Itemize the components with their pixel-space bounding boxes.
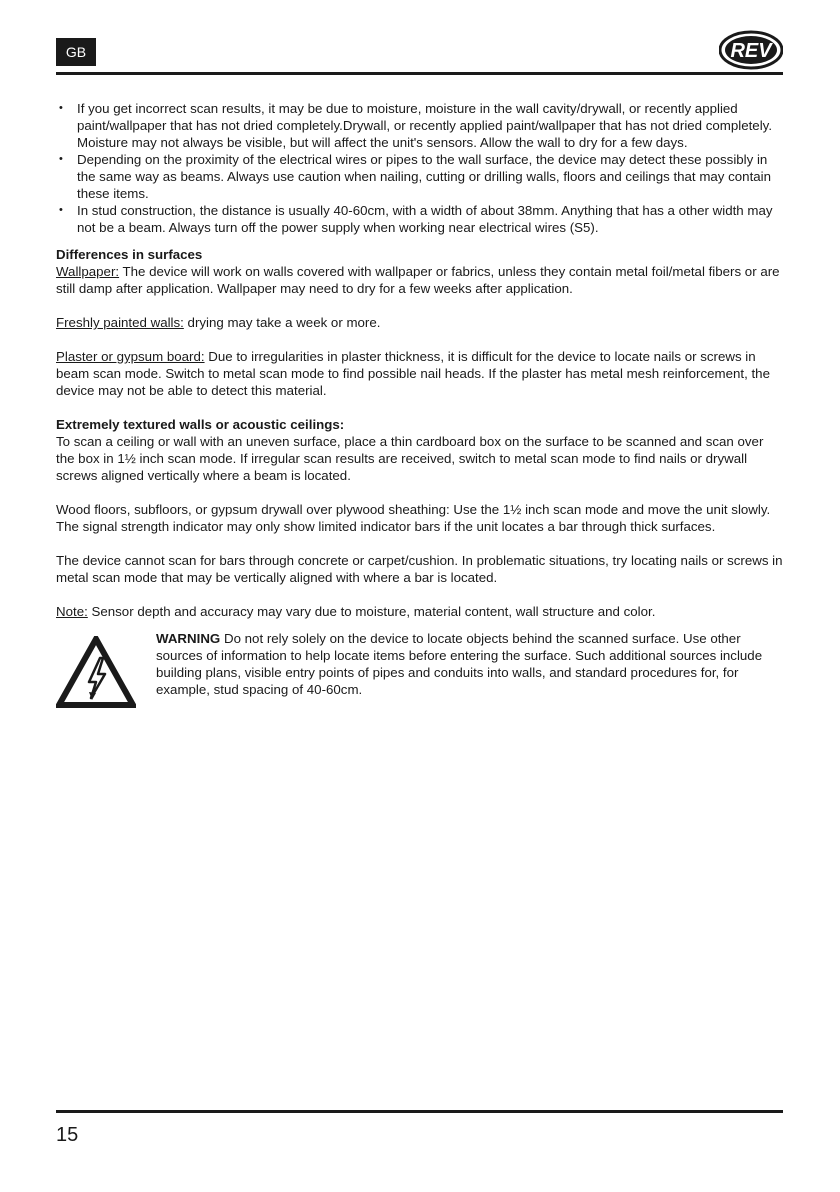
section-heading-textured: Extremely textured walls or acoustic ceilings: bbox=[56, 417, 345, 432]
warning-text bbox=[156, 630, 781, 698]
section-heading-differences: Differences in surfaces bbox=[56, 247, 203, 262]
paragraph-plaster bbox=[56, 348, 783, 399]
paragraph-wood-floors: Wood floors, subfloors, or gypsum drywall over plywood sheathing: Use the 1½ inch scan mode and move the unit slowly. The signal strength indicator may only show limited indicator bars if the unit locates a bar through thick surfaces. bbox=[56, 502, 771, 534]
list-item: • If you get incorrect scan results, it may be due to moisture, moisture in the wall cavity/drywall, or recently applied paint/wallpaper that has not dried completely.Drywall, or recently applied paint/wallpaper that has not dried completely. Moisture may not always be visible, but will affect the unit's sensors. Allow the wall to dry for a few days. bbox=[56, 100, 783, 151]
text-painted: drying may take a week or more. bbox=[183, 315, 381, 330]
label-painted: Freshly painted walls: bbox=[56, 315, 184, 330]
page-header bbox=[56, 30, 783, 74]
text-note: Sensor depth and accuracy may vary due to moisture, material content, wall structure and color. bbox=[87, 604, 656, 619]
text-plaster: Due to irregularities in plaster thickness, it is difficult for the device to locate nails or screws in beam scan mode. Switch to metal scan mode to find possible nail heads. If the plaster has metal mesh reinforcement, the device may not be able to detect this material. bbox=[56, 349, 770, 398]
label-note: Note: bbox=[56, 604, 88, 619]
tips-list bbox=[56, 100, 783, 236]
warning-box bbox=[56, 630, 783, 720]
list-item: • In stud construction, the distance is usually 40-60cm, with a width of about 38mm. Anything that has a other width may not be a beam. Always turn off the power supply when working near electrical wires (S5). bbox=[56, 202, 783, 236]
warning-body: Do not rely solely on the device to locate objects behind the scanned surface. Use other sources of information to help locate items before entering the surface. Such additional sources include building plans, visible entry points of pipes and conduits into walls, and standard procedures for, for example, stud spacing of 40-60cm. bbox=[156, 631, 763, 697]
label-plaster: Plaster or gypsum board: bbox=[56, 349, 205, 364]
page-content bbox=[56, 100, 783, 720]
logo-text: REV bbox=[730, 40, 772, 62]
footer-divider bbox=[56, 1110, 783, 1113]
page-number: 15 bbox=[56, 1124, 79, 1146]
warning-label: WARNING bbox=[156, 631, 221, 646]
paragraph-textured: To scan a ceiling or wall with an uneven surface, place a thin cardboard box on the surface to be scanned and scan over the box in 1½ inch scan mode. If irregular scan results are received, switch to metal scan mode to find nails or drywall screws aligned vertically where a beam is located. bbox=[56, 434, 764, 483]
paragraph-concrete: The device cannot scan for bars through concrete or carpet/cushion. In problematic situations, try locating nails or screws in metal scan mode that may be vertically aligned with where a bar is located. bbox=[56, 553, 783, 585]
rev-logo bbox=[719, 30, 783, 70]
paragraph-wallpaper bbox=[56, 263, 783, 297]
language-badge: GB bbox=[56, 38, 96, 66]
header-divider bbox=[56, 72, 783, 75]
label-wallpaper: Wallpaper: bbox=[56, 264, 120, 279]
paragraph-painted bbox=[56, 314, 783, 331]
list-item: • Depending on the proximity of the electrical wires or pipes to the wall surface, the device may detect these possibly in the same way as beams. Always use caution when nailing, cutting or drilling walls, floors and ceilings that may contain these items. bbox=[56, 151, 783, 202]
high-voltage-warning-icon bbox=[56, 636, 136, 708]
paragraph-note bbox=[56, 603, 783, 620]
text-wallpaper: The device will work on walls covered with wallpaper or fabrics, unless they contain metal foil/metal fibers or are still damp after application. Wallpaper may need to dry for a few weeks after application. bbox=[56, 264, 780, 296]
